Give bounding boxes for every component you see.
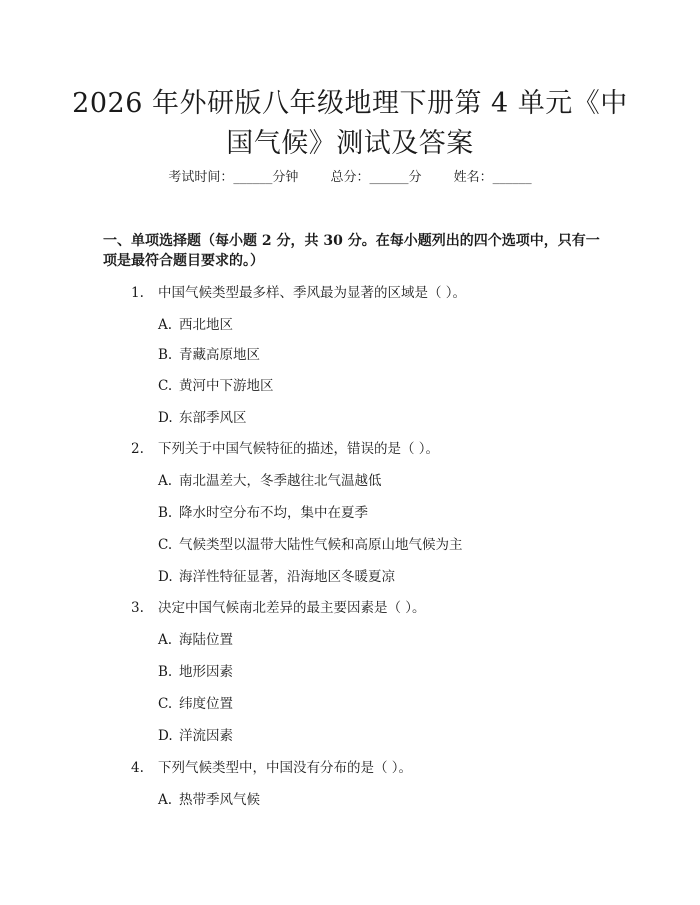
question-4-option-a xyxy=(158,791,260,809)
option-text: 降水时空分布不均，集中在夏季 xyxy=(179,505,368,521)
title-line-2: 国气候》测试及答案 xyxy=(226,128,474,159)
question-number: 4. xyxy=(131,760,144,776)
question-4 xyxy=(131,759,412,777)
option-letter: B. xyxy=(158,347,173,363)
question-number: 3. xyxy=(131,600,144,616)
option-text: 黄河中下游地区 xyxy=(179,378,274,394)
option-text: 海洋性特征显著，沿海地区冬暖夏凉 xyxy=(179,569,395,585)
option-letter: D. xyxy=(158,569,173,585)
question-1-option-a xyxy=(158,316,233,334)
option-text: 西北地区 xyxy=(179,317,233,333)
option-letter: C. xyxy=(158,378,173,394)
question-text: 中国气候类型最多样、季风最为显著的区域是（ ）。 xyxy=(158,285,467,301)
option-text: 纬度位置 xyxy=(179,696,233,712)
exam-info-row xyxy=(0,169,700,187)
option-text: 海陆位置 xyxy=(179,632,233,648)
question-3-option-a xyxy=(158,631,233,649)
question-2-option-b xyxy=(158,504,368,522)
question-1 xyxy=(131,284,466,302)
option-text: 青藏高原地区 xyxy=(179,347,260,363)
option-text: 南北温差大，冬季越往北气温越低 xyxy=(179,473,382,489)
section-heading-single-choice: 一、单项选择题（每小题 2 分，共 30 分。在每小题列出的四个选项中，只有一项是最符合题目要求的。） xyxy=(103,233,600,269)
question-text: 下列关于中国气候特征的描述，错误的是（ ）。 xyxy=(158,441,440,457)
question-3-option-c xyxy=(158,695,233,713)
question-text: 下列气候类型中，中国没有分布的是（ ）。 xyxy=(158,760,413,776)
option-text: 东部季风区 xyxy=(179,410,247,426)
total-score-field: 总分：______分 xyxy=(330,170,422,185)
question-2-option-a xyxy=(158,472,382,490)
option-text: 洋流因素 xyxy=(179,728,233,744)
exam-time-field: 考试时间：______分钟 xyxy=(168,170,299,185)
document-title xyxy=(70,84,630,164)
question-2 xyxy=(131,440,439,458)
option-text: 地形因素 xyxy=(179,664,233,680)
question-1-option-d xyxy=(158,409,247,427)
question-1-option-b xyxy=(158,346,260,364)
question-3-option-d xyxy=(158,727,233,745)
option-letter: C. xyxy=(158,696,173,712)
question-number: 2. xyxy=(131,441,144,457)
option-letter: C. xyxy=(158,537,173,553)
question-number: 1. xyxy=(131,285,144,301)
option-letter: A. xyxy=(158,792,173,808)
option-letter: A. xyxy=(158,317,173,333)
question-3 xyxy=(131,599,426,617)
question-text: 决定中国气候南北差异的最主要因素是（ ）。 xyxy=(158,600,426,616)
option-letter: D. xyxy=(158,728,173,744)
option-letter: D. xyxy=(158,410,173,426)
option-text: 热带季风气候 xyxy=(179,792,260,808)
title-line-1: 2026 年外研版八年级地理下册第 4 单元《中 xyxy=(72,88,628,119)
option-letter: B. xyxy=(158,664,173,680)
question-1-option-c xyxy=(158,377,274,395)
option-letter: A. xyxy=(158,473,173,489)
student-name-field: 姓名：______ xyxy=(453,170,532,185)
option-letter: A. xyxy=(158,632,173,648)
option-text: 气候类型以温带大陆性气候和高原山地气候为主 xyxy=(179,537,463,553)
option-letter: B. xyxy=(158,505,173,521)
question-2-option-c xyxy=(158,536,463,554)
question-3-option-b xyxy=(158,663,233,681)
question-2-option-d xyxy=(158,568,395,586)
